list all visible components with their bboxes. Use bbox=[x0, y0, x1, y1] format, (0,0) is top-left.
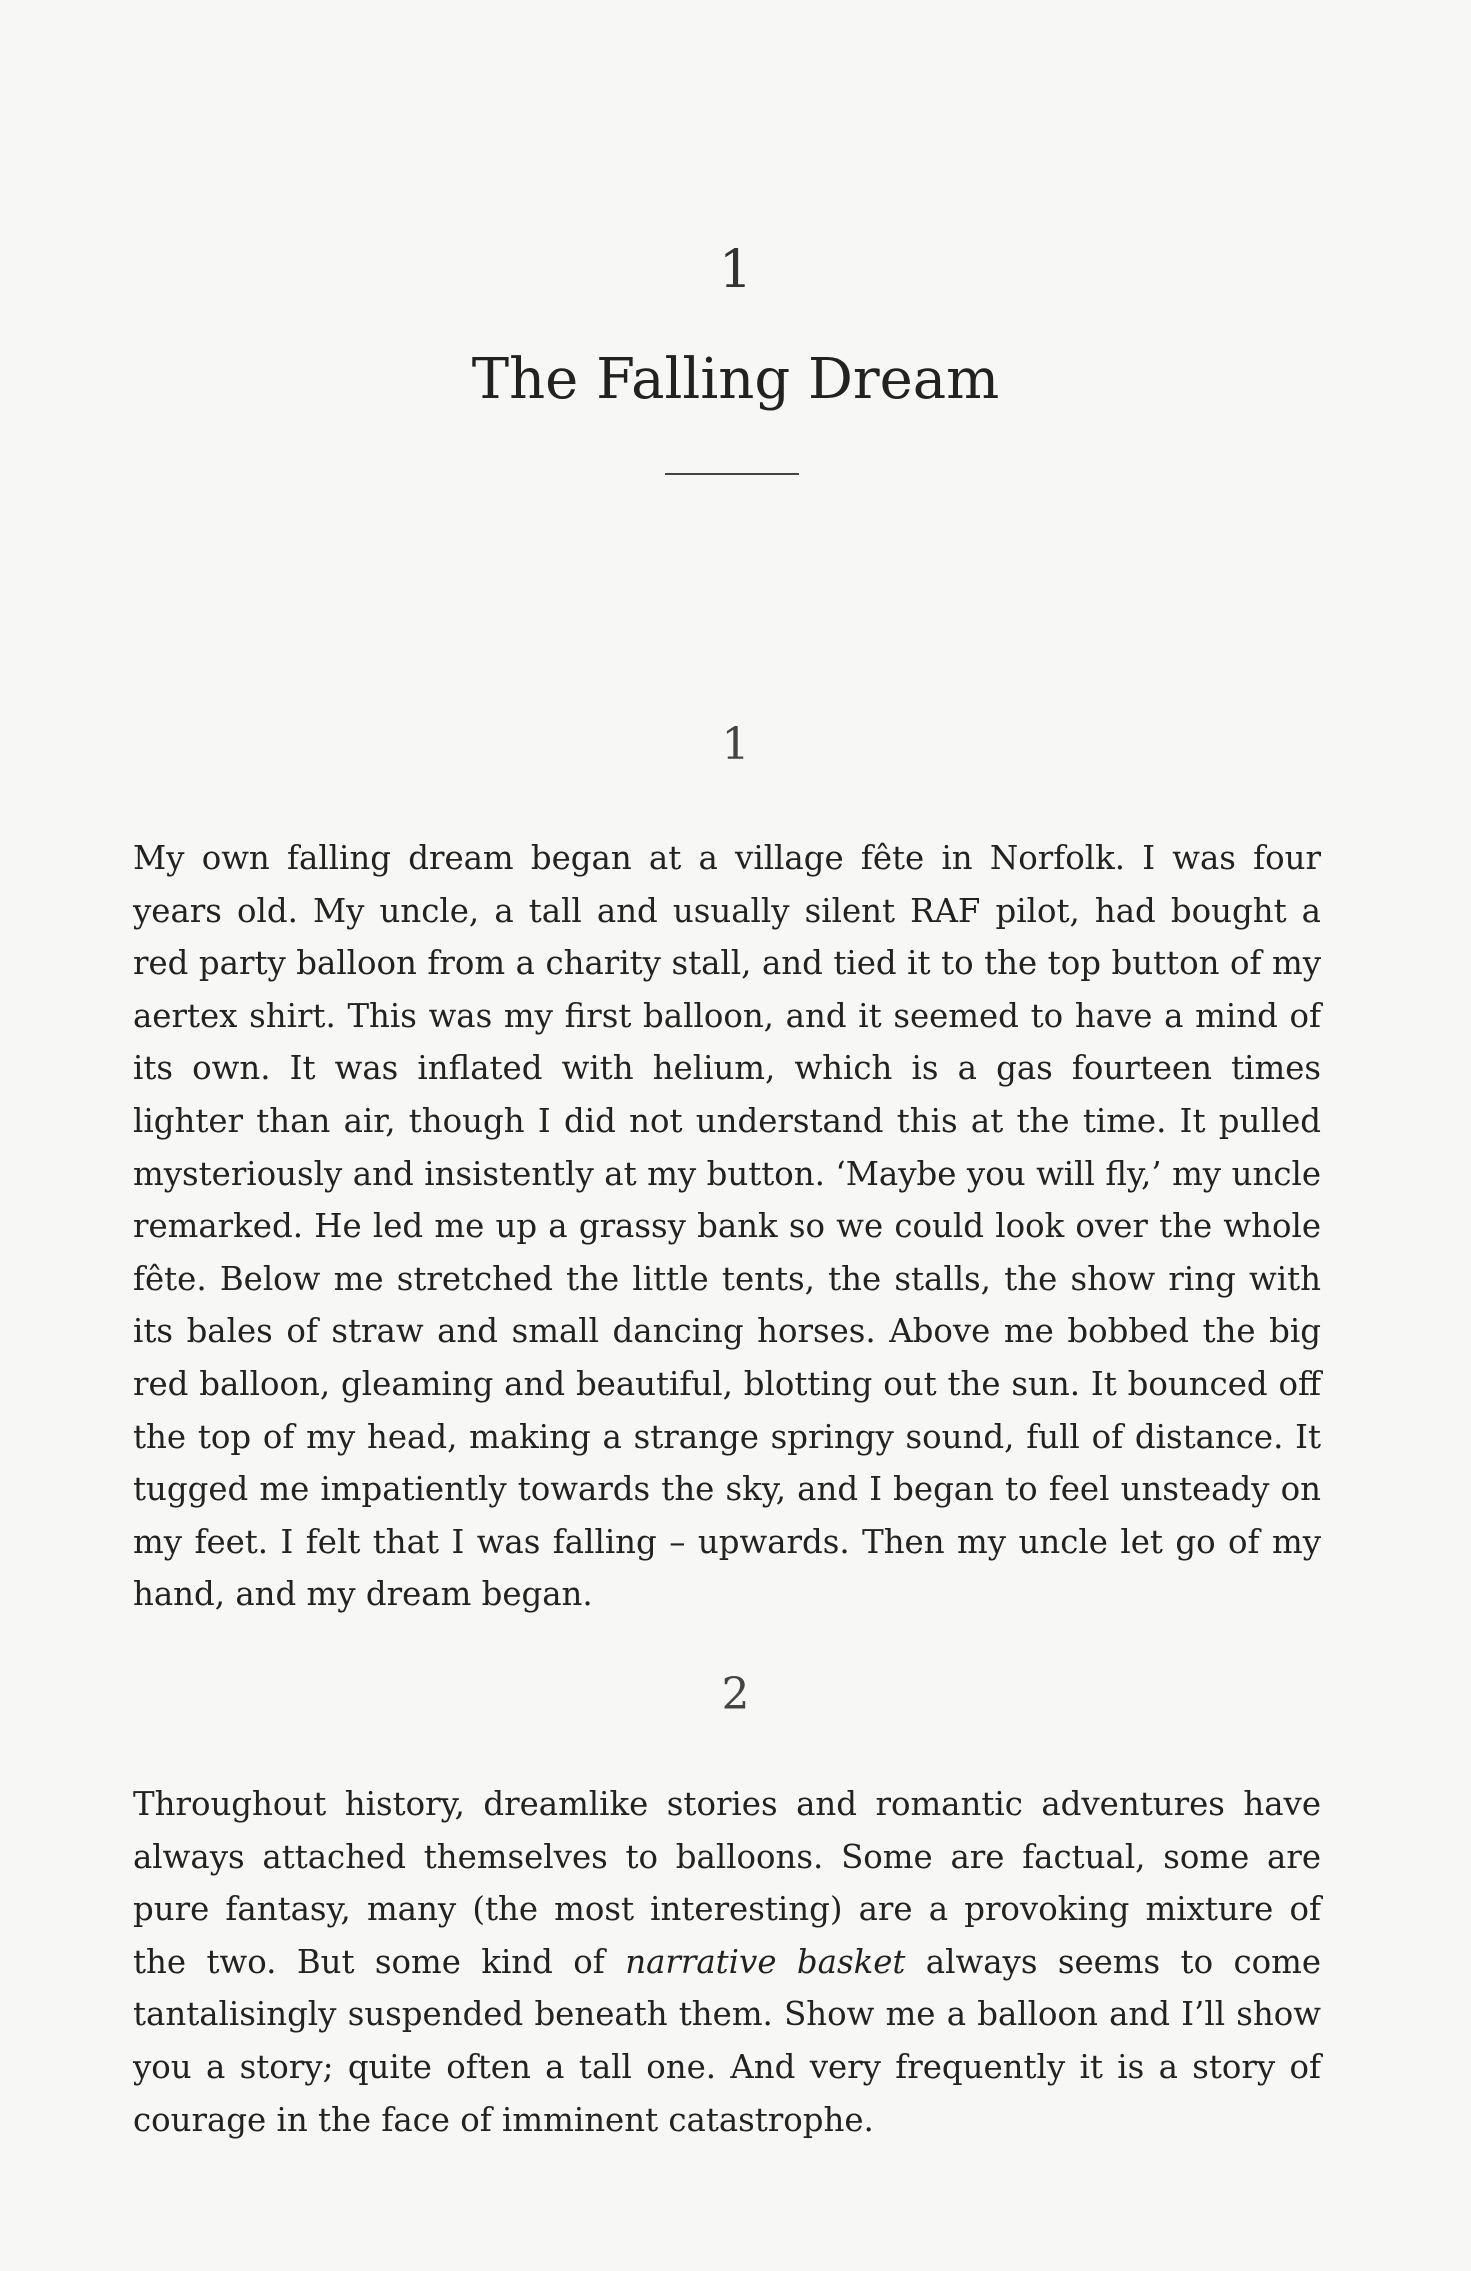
section-2-text-before: Throughout history, dreamlike stories and romantic adventures have always attached themselves to balloons. Some are factual, some are pure fantasy, many (the most interesting) are a provoking mixture of the two. But some kind of bbox=[133, 1785, 1321, 1981]
chapter-title: The Falling Dream bbox=[471, 347, 1000, 412]
section-1-paragraph: My own falling dream began at a village fête in Norfolk. I was four years old. My uncle, a tall and usually silent RAF pilot, had bought a red party balloon from a charity stall, and tied it to the top button of my aertex shirt. This was my first balloon, and it seemed to have a mind of its own. It was inflated with helium, which is a gas fourteen times lighter than air, though I did not understand this at the time. It pulled mysteriously and insistently at my button. ‘Maybe you will fly,’ my uncle remarked. He led me up a grassy bank so we could look over the whole fête. Below me stretched the little tents, the stalls, the show ring with its bales of straw and small dancing horses. Above me bobbed the big red balloon, gleaming and beautiful, blotting out the sun. It bounced off the top of my head, making a strange springy sound, full of distance. It tugged me impatiently towards the sky, and I began to feel unsteady on my feet. I felt that I was falling – upwards. Then my uncle let go of my hand, and my dream began. bbox=[133, 839, 1321, 1614]
section-number-2: 2 bbox=[721, 1669, 750, 1720]
section-2-text-after: always seems to come tantalisingly suspended beneath them. Show me a balloon and I’ll show you a story; quite often a tall one. And very frequently it is a story of courage in the face of imminent catastrophe. bbox=[133, 1942, 1321, 2139]
title-divider bbox=[665, 473, 799, 475]
section-2-paragraph bbox=[133, 1778, 1321, 2146]
section-number-1: 1 bbox=[721, 719, 750, 770]
chapter-number: 1 bbox=[718, 240, 753, 300]
section-2-italic-phrase: narrative basket bbox=[625, 1942, 906, 1981]
